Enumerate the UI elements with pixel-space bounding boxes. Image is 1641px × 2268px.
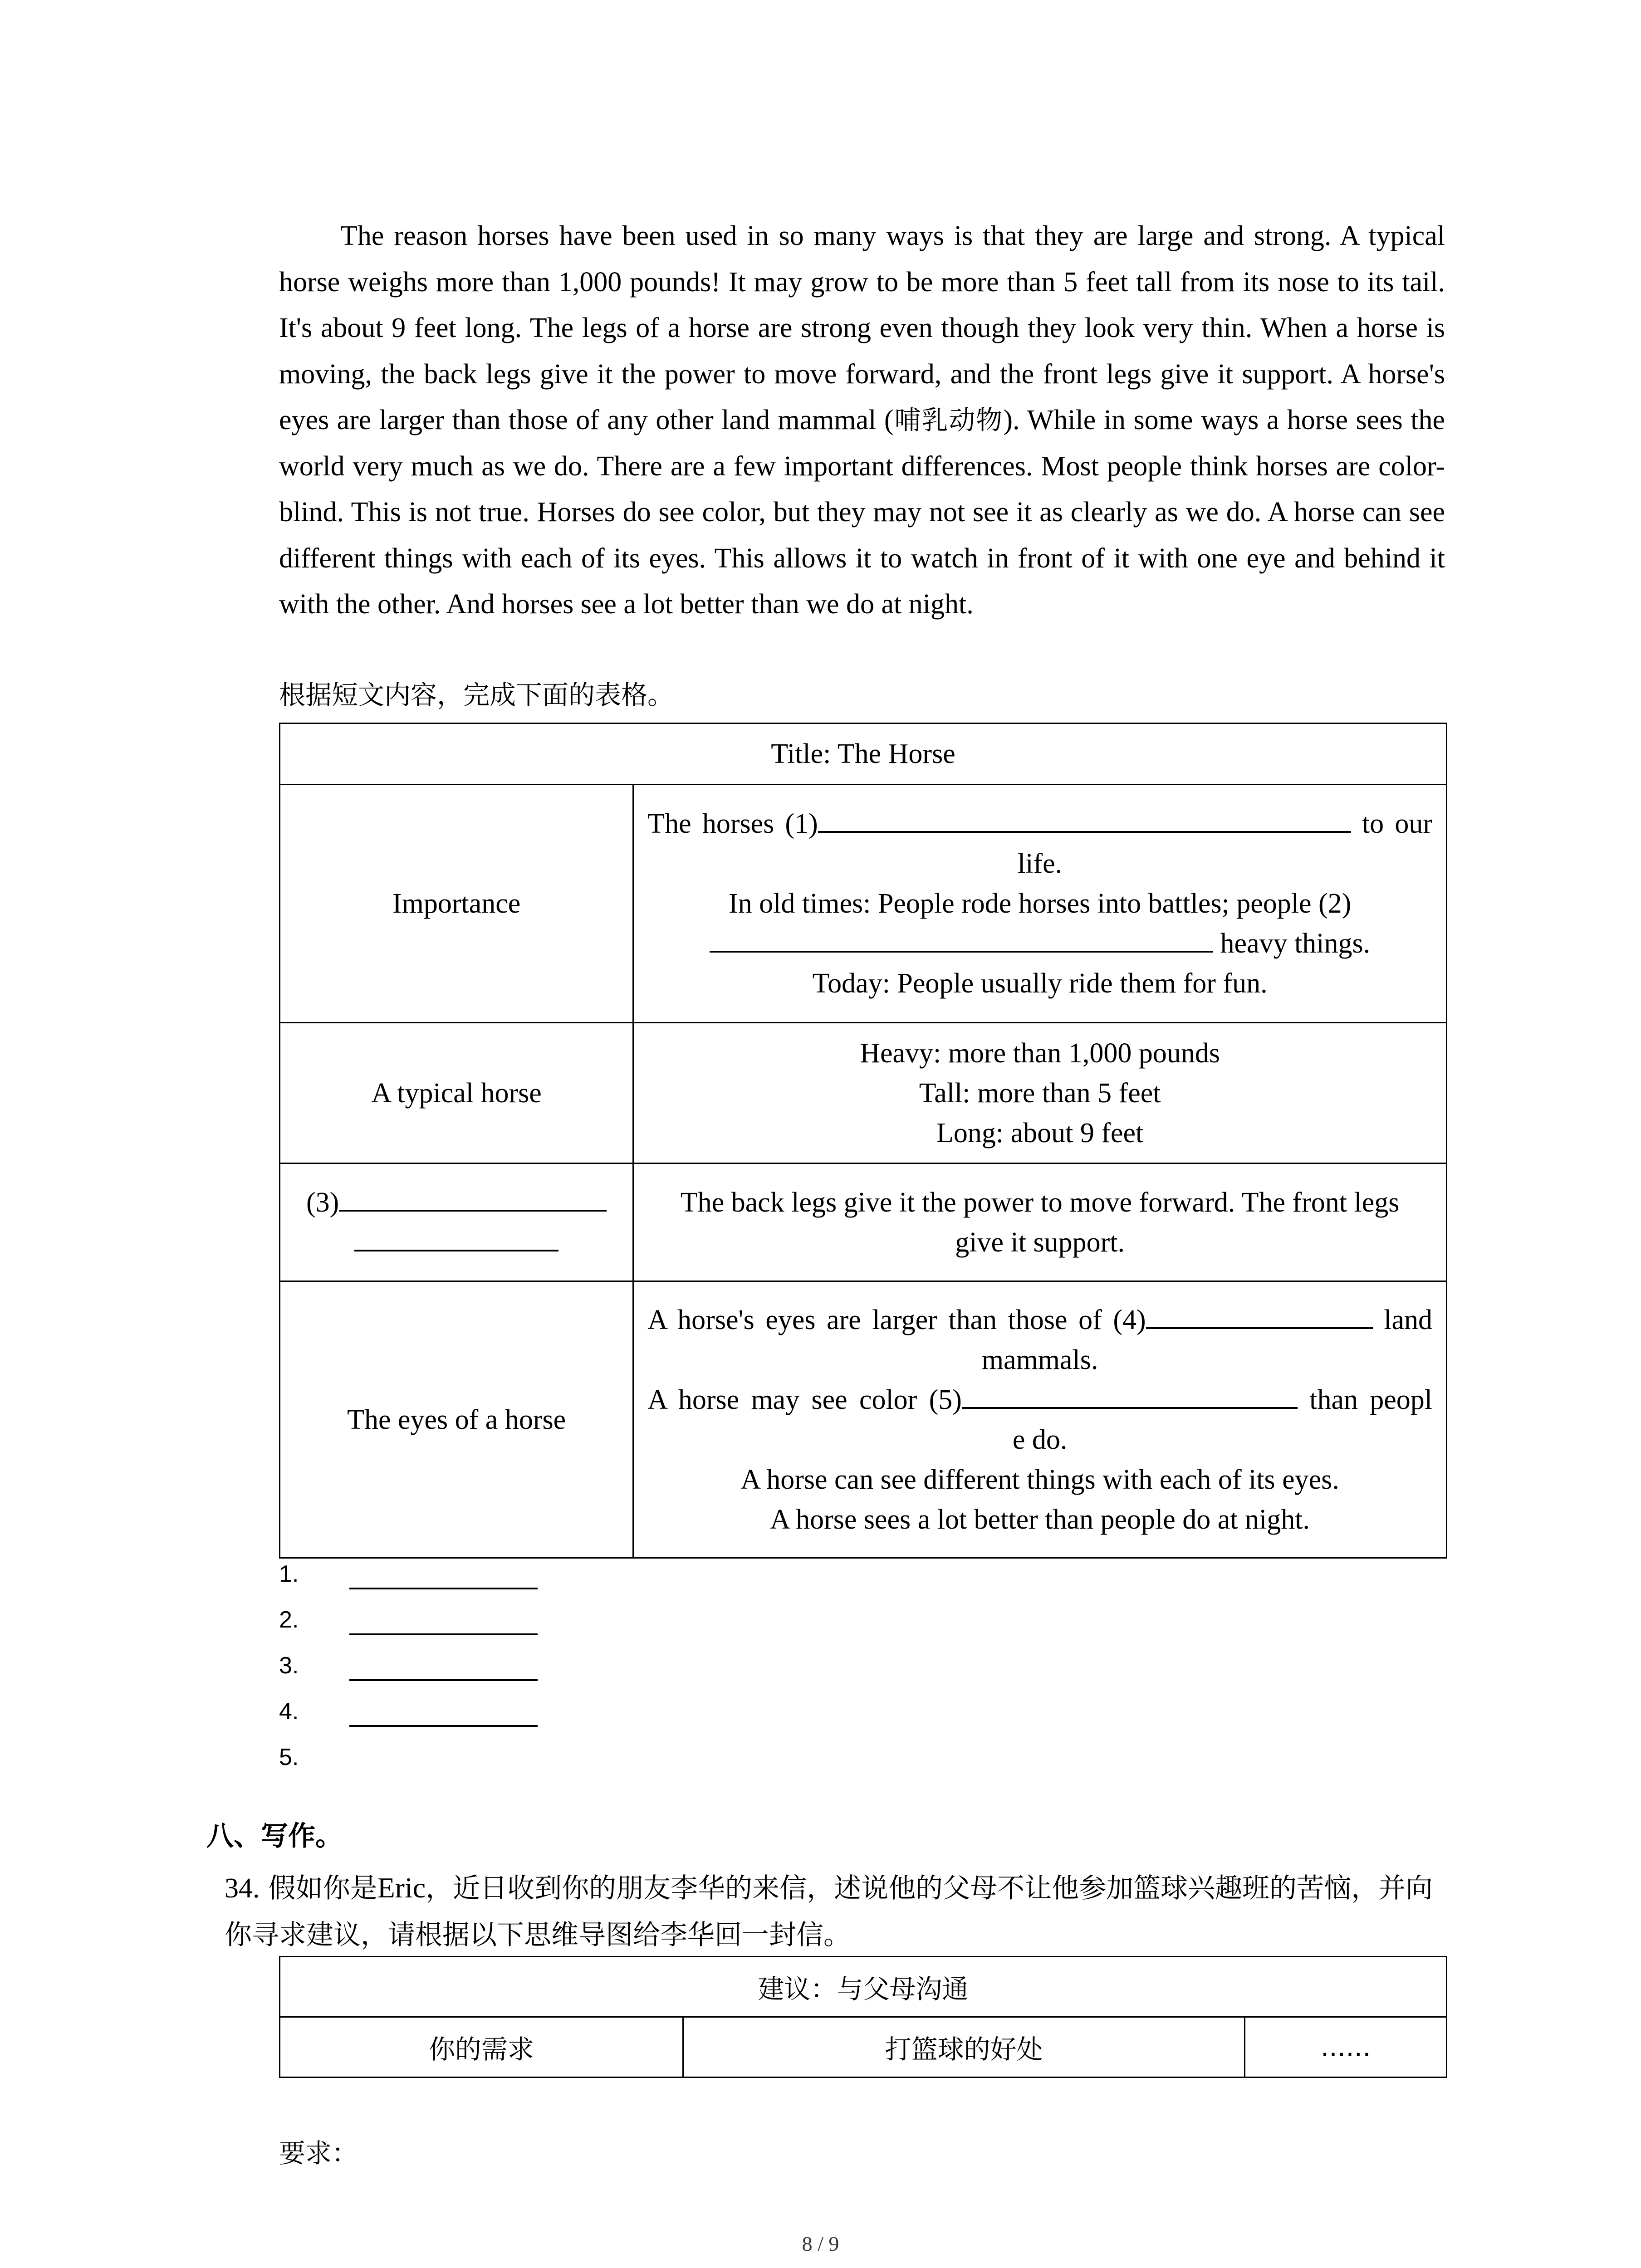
eyes-line-mammals: mammals. (981, 1344, 1098, 1375)
question-34 (225, 1864, 1450, 1959)
blank-3[interactable] (339, 1183, 607, 1212)
passage-chinese-gloss: 哺乳动物 (893, 405, 1004, 435)
typical-long: Long: about 9 feet (936, 1117, 1144, 1149)
mind-map-table (279, 1956, 1447, 2078)
blank-1-suffix: to our (1362, 808, 1433, 839)
horse-table (279, 723, 1447, 1559)
blank-2-suffix: heavy things. (1220, 928, 1371, 959)
eyes-cell (633, 1281, 1447, 1558)
importance-line-today: Today: People usually ride them for fun. (812, 968, 1268, 999)
blank-1-prefix: The horses (1) (647, 808, 818, 839)
blank-3-continuation-line[interactable] (354, 1222, 558, 1251)
question-name: Eric (377, 1872, 426, 1904)
row-label-importance: Importance (280, 785, 633, 1023)
blank-1[interactable] (818, 804, 1351, 833)
row-label-blank-3 (280, 1163, 633, 1281)
blank-1-line (634, 804, 1446, 844)
blank-5-line (634, 1380, 1446, 1420)
question-text-a: 假如你是 (268, 1872, 377, 1904)
answer-line-2[interactable] (349, 1633, 538, 1635)
blank-4-prefix: A horse's eyes are larger than those of (4) (647, 1304, 1146, 1335)
eyes-line-night: A horse sees a lot better than people do at night. (770, 1504, 1310, 1535)
blank-4[interactable] (1146, 1300, 1373, 1329)
answer-number-2: 2. (279, 1607, 299, 1633)
legs-line-2: give it support. (955, 1227, 1125, 1258)
typical-tall: Tall: more than 5 feet (919, 1077, 1161, 1109)
legs-line-1: The back legs give it the power to move forward. The front legs (680, 1187, 1400, 1218)
question-text-b: ，近日收到你的朋友李华的来信，述说他的父母不让他参加篮球兴趣班的苦恼，并向你寻求建议，请根据以下思维导图给李华回一封信。 (225, 1872, 1433, 1951)
importance-cell (633, 785, 1447, 1023)
blank-5-prefix: A horse may see color (5) (647, 1384, 962, 1415)
passage-text-2: ). While in some ways a horse sees the world very much as we do. There are a few important differences. Most people think horses are color-blind. This is not true. Horses do see color, but they may not see it as clearly as we do. A horse can see different things with each of its eyes. This allows it to watch in front of it with one eye and behind it with the other. And horses see a lot better than we do at night. (279, 405, 1445, 620)
eyes-line-do: e do. (1012, 1424, 1068, 1455)
blank-3-continuation (280, 1222, 632, 1262)
answer-line-3[interactable] (349, 1679, 538, 1681)
mind-map-more: ...... (1245, 2017, 1447, 2077)
row-label-typical-horse: A typical horse (280, 1023, 633, 1163)
blank-4-suffix: land (1384, 1304, 1433, 1335)
answer-line-4[interactable] (349, 1725, 538, 1727)
answer-line-1[interactable] (349, 1588, 538, 1589)
typical-heavy: Heavy: more than 1,000 pounds (860, 1037, 1220, 1069)
answer-number-5: 5. (279, 1744, 299, 1770)
section-heading-writing: 八、写作。 (206, 1820, 343, 1852)
importance-line-old-times: In old times: People rode horses into battles; people (2) (728, 888, 1352, 919)
task-instruction: 根据短文内容，完成下面的表格。 (279, 679, 674, 710)
answer-row-2[interactable] (279, 1606, 642, 1652)
answer-number-1: 1. (279, 1561, 299, 1587)
mind-map-needs: 你的需求 (280, 2017, 683, 2077)
answer-row-4[interactable] (279, 1698, 642, 1744)
answer-row-5[interactable] (279, 1744, 642, 1789)
typical-horse-cell (633, 1023, 1447, 1163)
answer-row-1[interactable] (279, 1560, 642, 1606)
blank-5-suffix: than peopl (1309, 1384, 1432, 1415)
row-label-eyes: The eyes of a horse (280, 1281, 633, 1558)
importance-line-life: life. (1018, 848, 1063, 879)
mind-map-benefits: 打篮球的好处 (683, 2017, 1244, 2077)
blank-3-prefix: (3) (306, 1187, 339, 1218)
requirements-label: 要求： (279, 2138, 358, 2169)
answer-number-3: 3. (279, 1652, 299, 1679)
eyes-line-each-eye: A horse can see different things with each of its eyes. (740, 1464, 1339, 1495)
mind-map-header: 建议：与父母沟通 (280, 1957, 1447, 2017)
answer-row-3[interactable] (279, 1652, 642, 1698)
blank-5[interactable] (962, 1380, 1298, 1409)
blank-3-line (280, 1183, 632, 1222)
question-number: 34. (225, 1873, 260, 1904)
legs-cell (633, 1163, 1447, 1281)
blank-2-line (634, 924, 1446, 963)
table-title: Title: The Horse (280, 723, 1447, 785)
blank-4-line (634, 1300, 1446, 1340)
blank-2[interactable] (710, 924, 1213, 953)
passage-text-1: The reason horses have been used in so many ways is that they are large and strong. A typical horse weighs more than 1,000 pounds! It may grow to be more than 5 feet tall from its nose to its tail. It's about 9 feet long. The legs of a horse are strong even though they look very thin. When a horse is moving, the back legs give it the power to move forward, and the front legs give it support. A horse's eyes are larger than those of any other land mammal ( (279, 220, 1445, 435)
page-number: 8 / 9 (802, 2232, 839, 2255)
answer-number-4: 4. (279, 1698, 299, 1725)
reading-passage (279, 213, 1445, 628)
